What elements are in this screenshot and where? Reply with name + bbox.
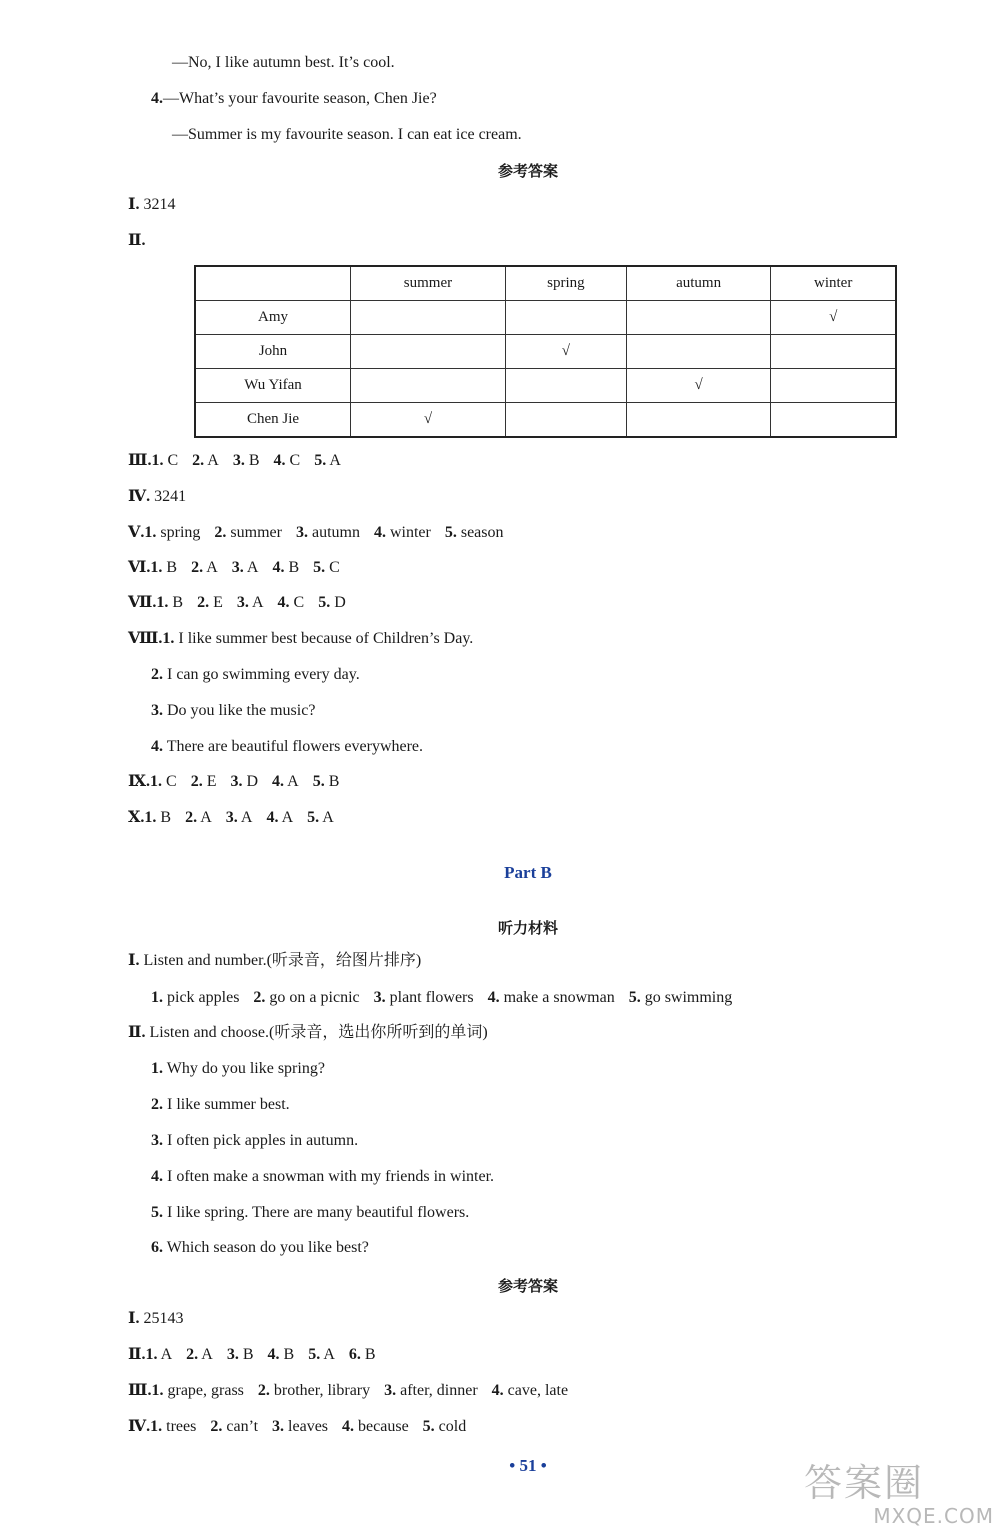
listening-heading: 听力材料 [497,919,558,937]
table-header-cell: winter [771,266,896,301]
answer-row-b2: Ⅱ.1. A 2. A 3. B 4. B 5. A 6. B [128,1346,376,1363]
table-row [195,403,896,438]
listening-items-1 [151,987,732,1009]
answer-item: 4. B [267,1346,295,1363]
answer-item: 2. E [197,594,223,611]
answer-item: 4. B [272,559,300,576]
answer-row-8: Ⅷ.1. I like summer best because of Children’s Day. [128,630,474,647]
table-cell [626,301,770,335]
answer-item: 5. A [307,809,334,826]
table-row [195,301,896,335]
sentence-line: 4. There are beautiful flowers everywhere. [151,738,424,755]
answer-row-b3: Ⅲ.1. grape, grass 2. brother, library 3. after, dinner 4. cave, late [128,1382,569,1399]
dialogue-line: 4.—What’s your favourite season, Chen Jie? [151,90,437,107]
answer-row-3: Ⅲ.1. C 2. A 3. B 4. C 5. A [128,452,341,469]
answer-row-b4: Ⅳ.1. trees 2. can’t 3. leaves 4. because 5. cold [128,1418,467,1435]
table-cell [351,301,506,335]
answer-item: 6. B [348,1346,376,1363]
answer-row-5: Ⅴ.1. spring 2. summer 3. autumn 4. winter 5. season [128,524,504,541]
answer-item: 4. make a snowman [487,989,615,1006]
answer-item: 1. grape, grass [151,1382,244,1399]
table-cell [505,369,626,403]
answer-item: 1. A [145,1346,173,1363]
table-cell [771,335,896,369]
answer-item: 5. A [314,452,341,469]
answer-item: 3. autumn [295,524,360,541]
answer-row-9: Ⅸ.1. C 2. E 3. D 4. A 5. B [128,773,340,790]
answer-item: 3. after, dinner [384,1382,478,1399]
answer-item: 2. A [185,809,212,826]
sentence-line: 5. I like spring. There are many beautiful flowers. [151,1204,470,1221]
watermark-logo: 答案圈 [804,1461,925,1505]
table-cell: √ [505,335,626,369]
answer-row-4: Ⅳ. 3241 [128,488,187,505]
answer-item: 2. brother, library [257,1382,371,1399]
sentence-line: 3. I often pick apples in autumn. [151,1132,359,1149]
sentence-line: 4. I often make a snowman with my friends in winter. [151,1168,495,1185]
watermark-url: MXQE.COM [873,1504,994,1528]
answer-item: 4. A [266,809,294,826]
answer-item: 1. C [151,452,179,469]
answer-item: 1. B [150,559,178,576]
table-cell: √ [626,369,770,403]
answer-item: 3. B [226,1346,254,1363]
answer-item: 5. D [318,594,346,611]
answer-item: 1. B [144,809,172,826]
answer-item: 5. season [444,524,504,541]
table-cell [771,403,896,438]
table-row-name: Chen Jie [195,403,351,438]
answer-item: 4. C [273,452,301,469]
answer-row-2: Ⅱ. [128,232,146,249]
answer-item: 1. spring [144,524,201,541]
answer-item: 3. A [236,594,264,611]
part-b-title: Part B [504,863,552,882]
table-row [195,369,896,403]
listening-section-1: Ⅰ. Listen and number.(听录音，给图片排序) [128,952,422,969]
season-table [194,265,897,438]
answer-item: 3. leaves [272,1418,329,1435]
table-row-name: John [195,335,351,369]
sentence-line: 2. I like summer best. [151,1096,290,1113]
table-row-name: Amy [195,301,351,335]
answer-item: 2. A [191,559,218,576]
answer-item: 2. summer [214,524,282,541]
page-number: • 51 • [509,1456,547,1475]
answer-item: 3. D [230,773,259,790]
answer-item: 5. go swimming [628,989,733,1006]
answer-item: 2. A [192,452,219,469]
table-cell: √ [351,403,506,438]
table-cell [626,403,770,438]
sentence-line: 6. Which season do you like best? [151,1239,369,1256]
table-header-cell [195,266,351,301]
answer-item: 5. cold [422,1418,467,1435]
answer-item: 4. winter [373,524,431,541]
answer-item: 3. plant flowers [373,989,474,1006]
answer-item: 3. A [231,559,259,576]
listening-section-2: Ⅱ. Listen and choose.(听录音，选出你所听到的单词) [128,1024,488,1041]
table-cell [626,335,770,369]
table-row [195,335,896,369]
answer-item: 3. A [225,809,253,826]
answer-item: 1. C [150,773,177,790]
answer-row-10: Ⅹ.1. B 2. A 3. A 4. A 5. A [128,809,334,826]
answer-row-6: Ⅵ.1. B 2. A 3. A 4. B 5. C [128,559,340,576]
answer-item: 4. because [342,1418,409,1435]
answer-row-b1: Ⅰ. 25143 [128,1310,184,1327]
answer-item: 3. B [232,452,260,469]
answer-item: 2. E [190,773,217,790]
table-header-cell: autumn [626,266,770,301]
table-cell [505,403,626,438]
answer-item: 5. A [308,1346,335,1363]
sentence-line: 3. Do you like the music? [151,702,316,719]
table-header-cell: summer [351,266,506,301]
answers-heading-b: 参考答案 [497,1277,558,1295]
dialogue-line: —Summer is my favourite season. I can eat ice cream. [172,126,522,143]
answer-row-1: Ⅰ. 3214 [128,196,176,213]
dialogue-line: —No, I like autumn best. It’s cool. [172,54,395,71]
answer-item: 2. can’t [210,1418,259,1435]
table-header-cell: spring [505,266,626,301]
sentence-line: 1. Why do you like spring? [151,1060,325,1077]
answer-item: 5. C [313,559,340,576]
answer-item: 1. B [156,594,184,611]
answer-item: 4. C [277,594,305,611]
answer-item: 5. B [312,773,340,790]
answer-item: 4. A [272,773,299,790]
table-header-row [195,266,896,301]
answer-item: 2. A [186,1346,213,1363]
table-cell [771,369,896,403]
table-cell [351,335,506,369]
table-row-name: Wu Yifan [195,369,351,403]
answer-row-7: Ⅶ.1. B 2. E 3. A 4. C 5. D [128,594,346,611]
table-cell [505,301,626,335]
table-cell [351,369,506,403]
answer-item: 1. trees [150,1418,197,1435]
answer-item: 1. pick apples [151,989,240,1006]
answer-item: 4. cave, late [491,1382,569,1399]
watermark [804,1462,994,1534]
table-cell: √ [771,301,896,335]
answer-item: 2. go on a picnic [253,989,360,1006]
answers-heading: 参考答案 [497,162,558,180]
sentence-line: 2. I can go swimming every day. [151,666,360,683]
